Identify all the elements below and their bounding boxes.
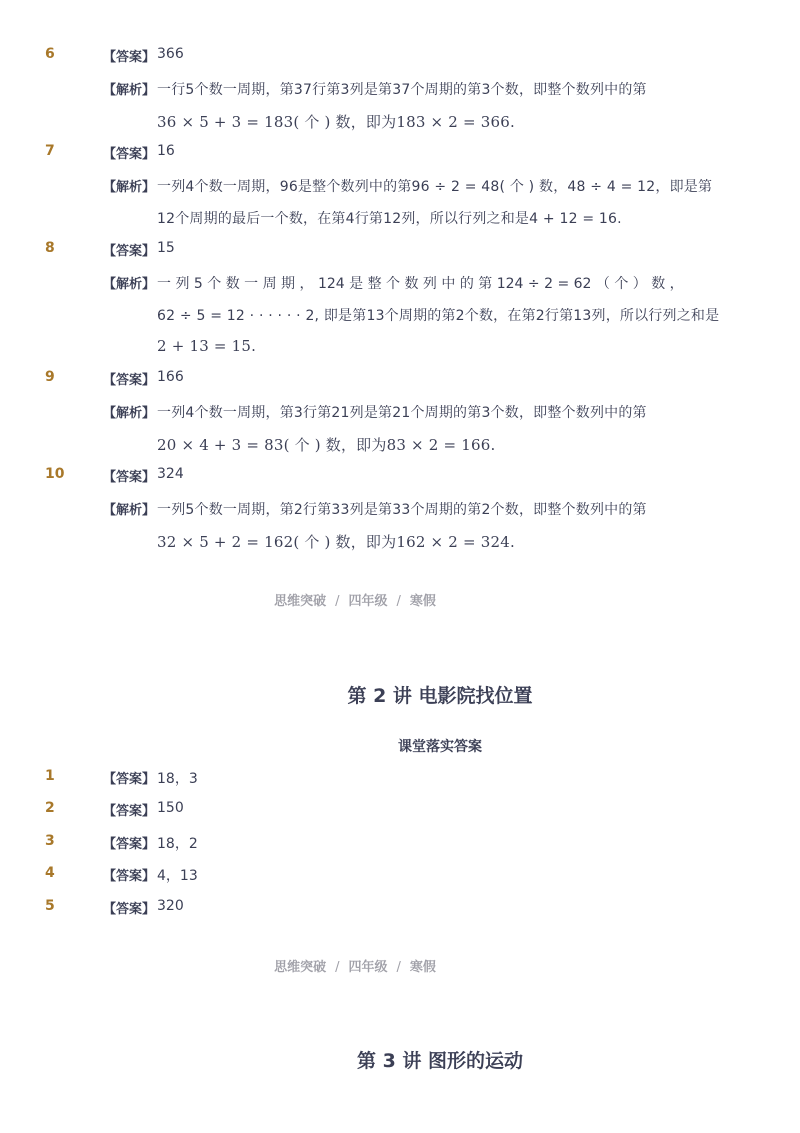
lecture-title: 第 2 讲 电影院找位置 bbox=[347, 685, 533, 707]
analysis-line: 一行5个数一周期，第37行第3列是第37个周期的第3个数，即整个数列中的第 bbox=[157, 82, 647, 98]
answer-value: 320 bbox=[157, 898, 184, 914]
answer-value: 18，3 bbox=[157, 771, 198, 787]
answer-tag: 【答案】 bbox=[103, 902, 156, 917]
page-footer bbox=[0, 590, 710, 609]
footer-separator: / bbox=[396, 960, 401, 975]
footer-separator: / bbox=[335, 594, 340, 609]
analysis-tag: 【解析】 bbox=[103, 277, 156, 292]
answer-tag: 【答案】 bbox=[103, 147, 156, 162]
analysis-line: 一列4个数一周期，96是整个数列中的第96 ÷ 2 = 48( 个 ) 数，48 ÷ 4 = 12，即是第 bbox=[157, 179, 713, 195]
answer-value: 150 bbox=[157, 800, 184, 816]
answer-tag: 【答案】 bbox=[103, 869, 156, 884]
footer-grade: 四年级 bbox=[348, 594, 388, 609]
item-number: 4 bbox=[45, 865, 55, 881]
item-number: 10 bbox=[45, 466, 65, 482]
answer-tag: 【答案】 bbox=[103, 772, 156, 787]
answer-value: 16 bbox=[157, 143, 175, 159]
analysis-tag: 【解析】 bbox=[103, 83, 156, 98]
answer-tag: 【答案】 bbox=[103, 50, 156, 65]
answer-value: 166 bbox=[157, 369, 184, 385]
answer-tag: 【答案】 bbox=[103, 804, 156, 819]
item-number: 1 bbox=[45, 768, 55, 784]
lecture-title: 第 3 讲 图形的运动 bbox=[356, 1050, 524, 1072]
analysis-line: 一列4个数一周期，第3行第21列是第21个周期的第3个数，即整个数列中的第 bbox=[157, 405, 647, 421]
item-number: 2 bbox=[45, 800, 55, 816]
answer-tag: 【答案】 bbox=[103, 244, 156, 259]
item-number: 5 bbox=[45, 898, 55, 914]
analysis-tag: 【解析】 bbox=[103, 180, 156, 195]
answer-value: 4，13 bbox=[157, 868, 198, 884]
analysis-tag: 【解析】 bbox=[103, 503, 156, 518]
item-number: 8 bbox=[45, 240, 55, 256]
footer-series: 思维突破 bbox=[274, 594, 327, 609]
footer-separator: / bbox=[335, 960, 340, 975]
section-subtitle: 课堂落实答案 bbox=[398, 739, 482, 755]
analysis-tag: 【解析】 bbox=[103, 406, 156, 421]
answer-value: 18，2 bbox=[157, 836, 198, 852]
analysis-line: 2 + 13 = 15. bbox=[157, 337, 257, 355]
footer-grade: 四年级 bbox=[348, 960, 388, 975]
item-number: 7 bbox=[45, 143, 55, 159]
analysis-line: 20 × 4 + 3 = 83( 个 ) 数，即为83 × 2 = 166. bbox=[157, 436, 496, 454]
answer-tag: 【答案】 bbox=[103, 837, 156, 852]
analysis-line: 一列5个数一周期，第2行第33列是第33个周期的第2个数，即整个数列中的第 bbox=[157, 502, 647, 518]
item-number: 9 bbox=[45, 369, 55, 385]
analysis-line: 62 ÷ 5 = 12 · · · · · · 2, 即是第13个周期的第2个数，在第2行第13列，所以行列之和是 bbox=[157, 308, 720, 324]
answer-value: 15 bbox=[157, 240, 175, 256]
answer-value: 366 bbox=[157, 46, 184, 62]
item-number: 6 bbox=[45, 46, 55, 62]
analysis-line: 一 列 5 个 数 一 周 期 ， 124 是 整 个 数 列 中 的 第 124 ÷ 2 = 62 （ 个 ） 数 ， bbox=[157, 276, 684, 292]
analysis-line: 36 × 5 + 3 = 183( 个 ) 数，即为183 × 2 = 366. bbox=[157, 113, 515, 131]
footer-series: 思维突破 bbox=[274, 960, 327, 975]
page-footer bbox=[0, 956, 710, 975]
answer-tag: 【答案】 bbox=[103, 373, 156, 388]
footer-separator: / bbox=[396, 594, 401, 609]
answer-tag: 【答案】 bbox=[103, 470, 156, 485]
answer-value: 324 bbox=[157, 466, 184, 482]
footer-term: 寒假 bbox=[409, 960, 436, 975]
analysis-line: 32 × 5 + 2 = 162( 个 ) 数，即为162 × 2 = 324. bbox=[157, 533, 515, 551]
item-number: 3 bbox=[45, 833, 55, 849]
footer-term: 寒假 bbox=[409, 594, 436, 609]
analysis-line: 12个周期的最后一个数，在第4行第12列，所以行列之和是4 + 12 = 16. bbox=[157, 211, 622, 227]
